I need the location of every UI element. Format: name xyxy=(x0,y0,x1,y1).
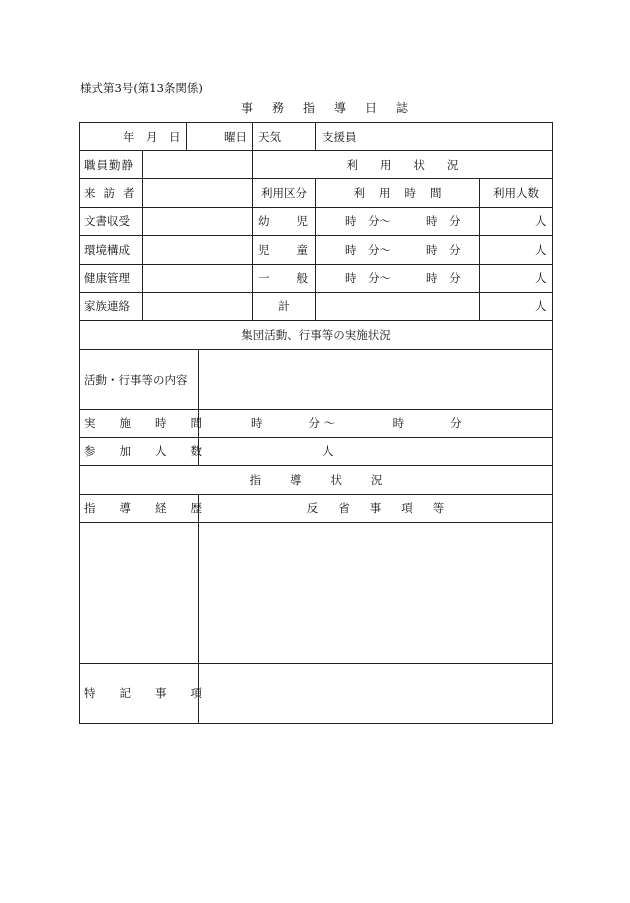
usage-row-time-to: 時 分 xyxy=(426,271,461,285)
rule xyxy=(79,663,552,664)
rule xyxy=(79,494,552,495)
remarks-label: 特記事項 xyxy=(84,686,226,700)
usage-total-label: 計 xyxy=(278,299,290,313)
guidance-history-label: 指導経歴 xyxy=(84,501,226,515)
supporter-label: 支援員 xyxy=(322,130,357,144)
rule xyxy=(552,122,553,724)
usage-total-unit: 人 xyxy=(535,299,547,313)
rule xyxy=(79,522,552,523)
documents-label: 文書収受 xyxy=(84,214,130,228)
group-activities-heading: 集団活動、行事等の実施状況 xyxy=(241,328,391,342)
rule xyxy=(79,349,552,350)
usage-row-time-to: 時 分 xyxy=(426,243,461,257)
usage-row-time-from: 時 分～ xyxy=(345,214,391,228)
rule xyxy=(79,409,552,410)
usage-heading: 利用状況 xyxy=(346,158,481,172)
rule xyxy=(79,437,552,438)
year-label: 年 xyxy=(123,130,135,144)
usage-row-category: 児童 xyxy=(258,243,335,257)
usage-count-header: 利用人数 xyxy=(493,186,539,200)
rule xyxy=(315,122,316,150)
usage-row-count-unit: 人 xyxy=(535,271,547,285)
reflection-label: 反省事項等 xyxy=(306,501,465,515)
rule xyxy=(79,723,553,724)
weather-label: 天気 xyxy=(258,130,281,144)
usage-row-time-from: 時 分～ xyxy=(345,271,391,285)
day-label: 日 xyxy=(169,130,181,144)
usage-row-time-to: 時 分 xyxy=(426,214,461,228)
activity-content-label: 活動・行事等の内容 xyxy=(84,373,188,387)
usage-row-count-unit: 人 xyxy=(535,243,547,257)
rule xyxy=(79,150,552,151)
form-number: 様式第3号(第13条関係) xyxy=(80,81,203,95)
environment-label: 環境構成 xyxy=(84,243,130,257)
health-label: 健康管理 xyxy=(84,271,130,285)
participants-unit: 人 xyxy=(322,444,334,458)
rule xyxy=(186,122,187,150)
rule xyxy=(79,320,552,321)
usage-row-count-unit: 人 xyxy=(535,214,547,228)
rule xyxy=(79,465,552,466)
implementation-time-label: 実施時間 xyxy=(84,416,226,430)
usage-row-category: 一般 xyxy=(258,271,335,285)
implementation-time-value: 時 分 ～ 時 分 xyxy=(251,416,462,430)
visitors-label: 来訪者 xyxy=(84,186,143,200)
usage-row-time-from: 時 分～ xyxy=(345,243,391,257)
rule xyxy=(252,122,253,320)
month-label: 月 xyxy=(146,130,158,144)
family-label: 家族連絡 xyxy=(84,299,130,313)
participants-label: 参加人数 xyxy=(84,444,226,458)
rule xyxy=(79,122,80,724)
rule xyxy=(142,150,143,320)
usage-row-category: 幼児 xyxy=(258,214,335,228)
usage-category-header: 利用区分 xyxy=(261,186,307,200)
page-title: 事務指導日誌 xyxy=(240,101,427,115)
staff-label: 職員勤静 xyxy=(84,158,134,172)
weekday-label: 曜日 xyxy=(224,130,247,144)
usage-time-header: 利用時間 xyxy=(353,186,456,200)
guidance-heading: 指導状況 xyxy=(249,473,412,487)
